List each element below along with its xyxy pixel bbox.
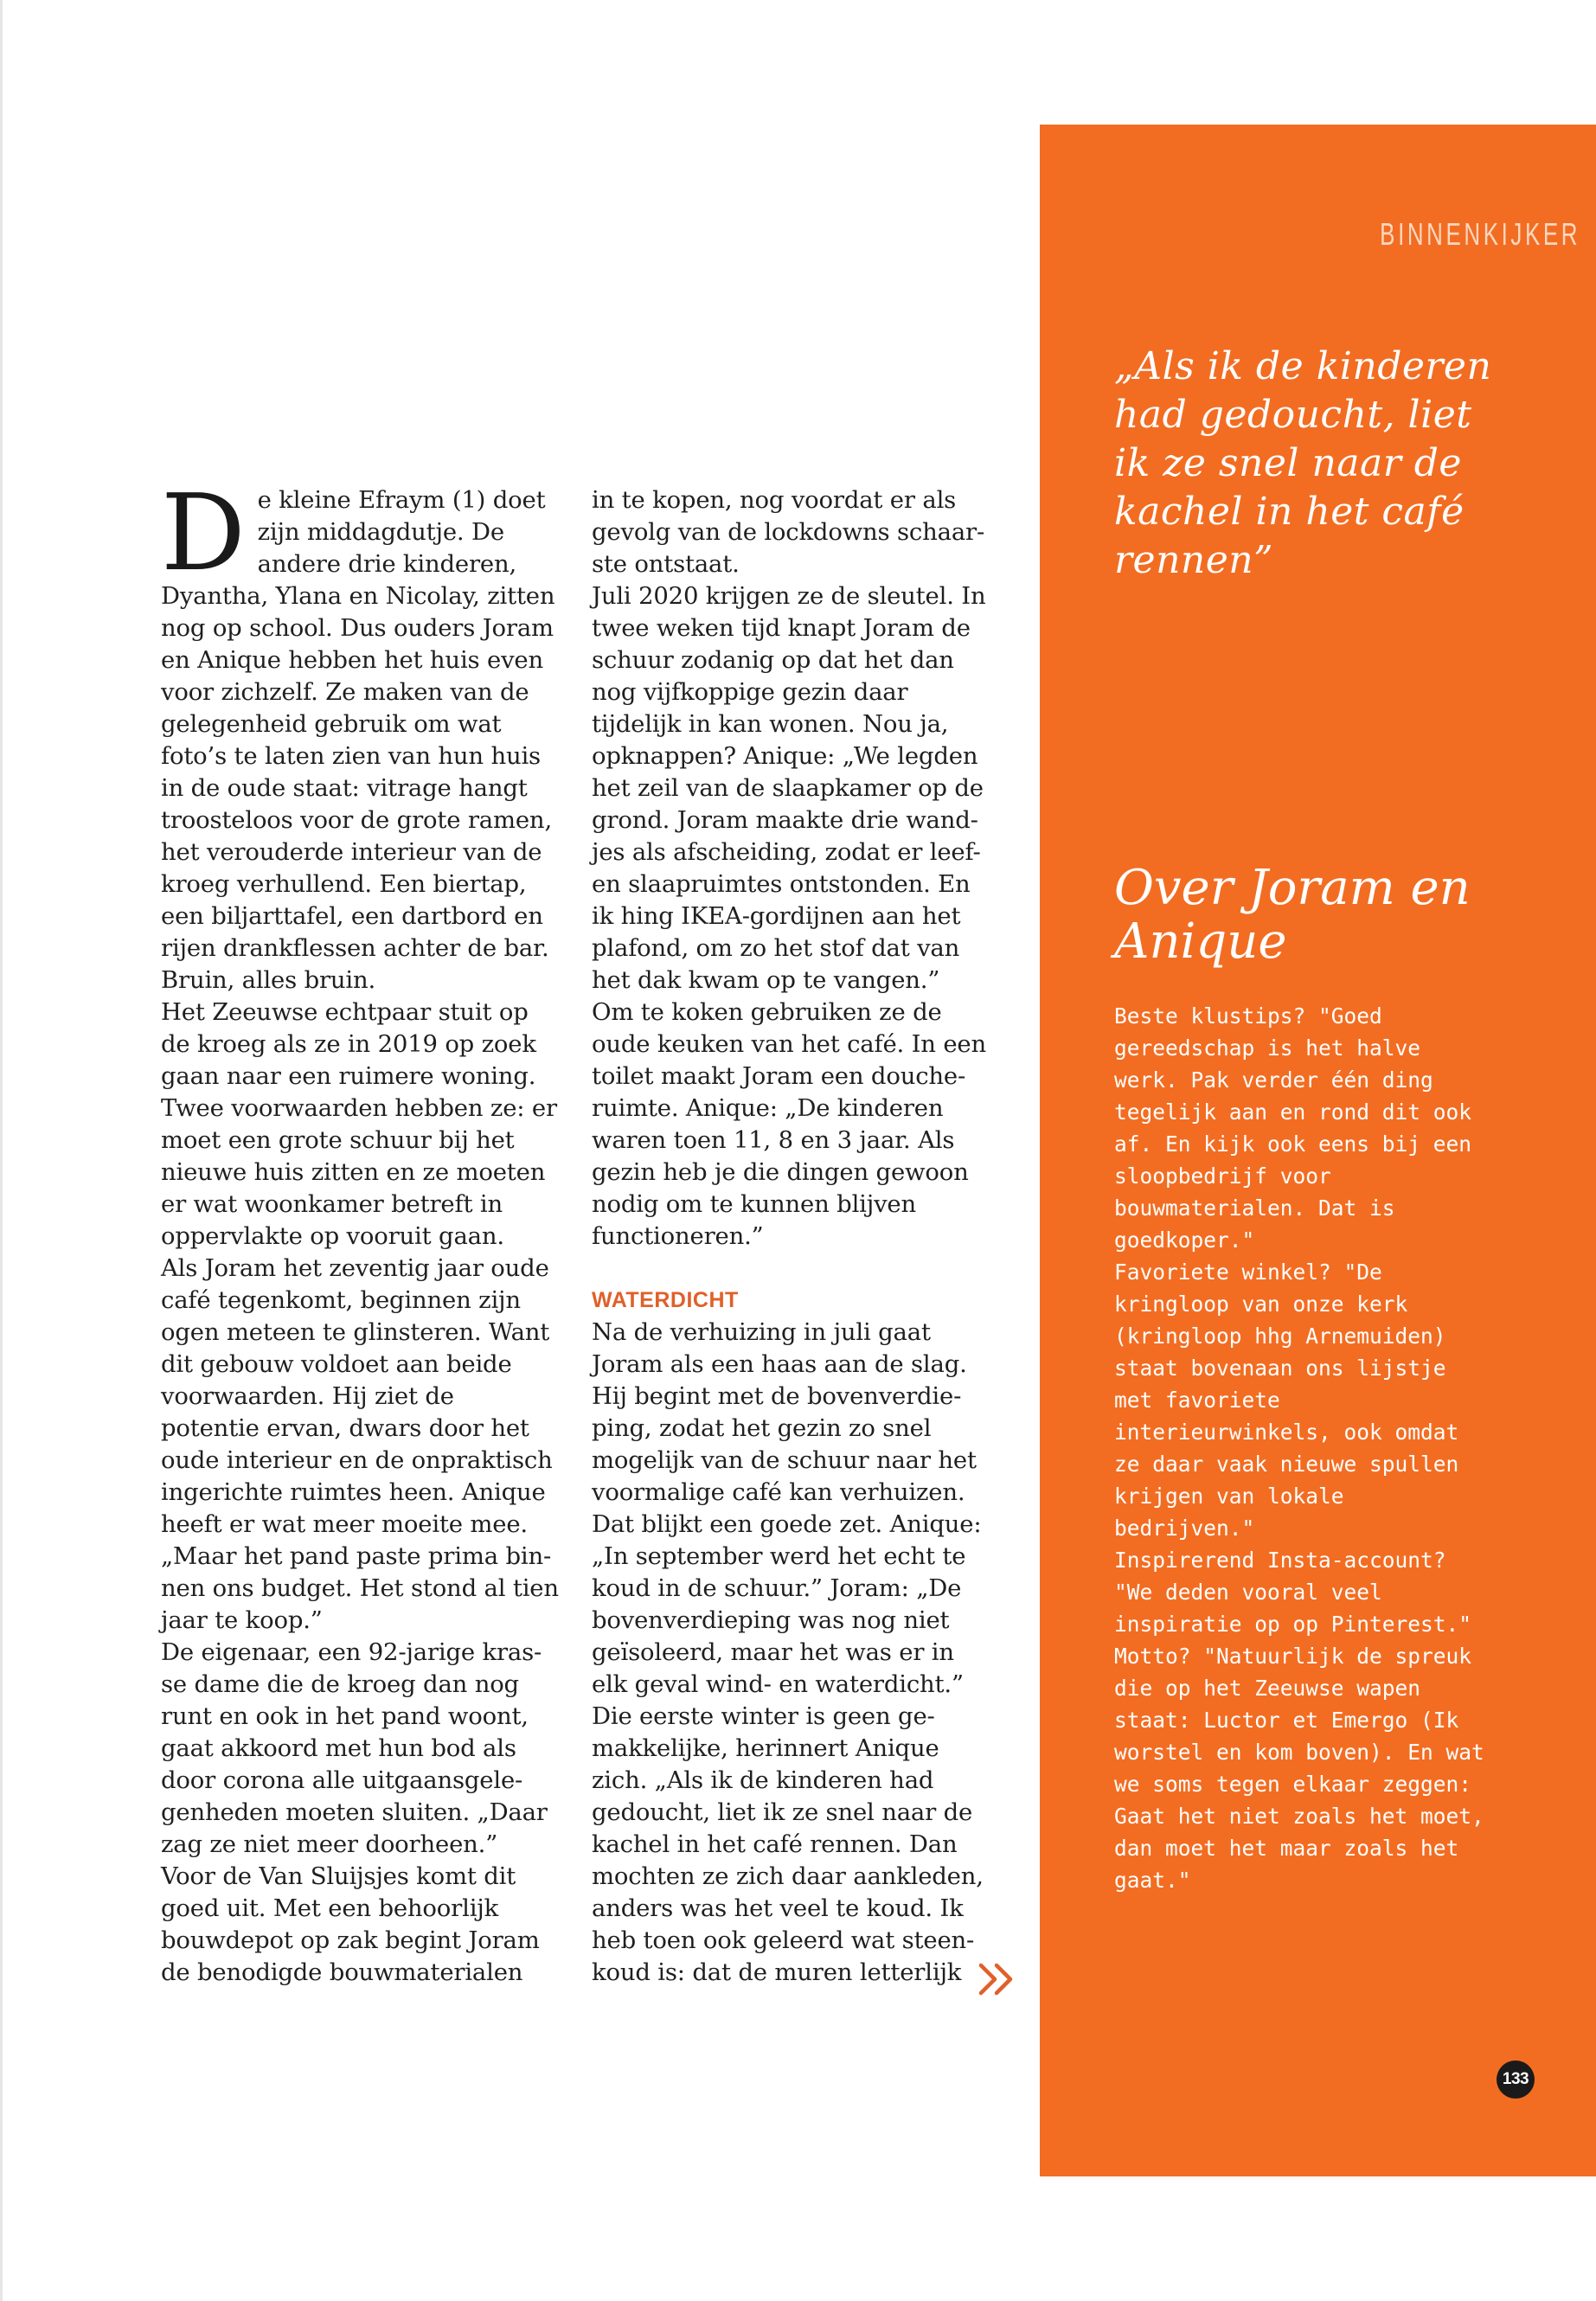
info-box-text	[1114, 1000, 1486, 1896]
drop-cap: D	[161, 471, 246, 594]
page-edge	[0, 0, 3, 2301]
article-paragraph: Het Zeeuwse echtpaar stuit op de kroeg als ze in 2019 op zoek gaan naar een ruimere woning. Twee voorwaarden hebben ze: er moet een grote schuur bij het nieuwe huis zitten en ze moeten er wat woonkamer betreft in oppervlakte op vooruit gaan.	[161, 998, 557, 1250]
article-column-right	[592, 484, 990, 1989]
article-paragraph: Na de verhuizing in juli gaat Joram als een haas aan de slag. Hij begint met de bovenverdieping, zodat het gezin zo snel mogelijk van de schuur naar het voormalige café kan verhuizen. Dat blijkt een goede zet. Anique: „In september werd het echt te koud in de schuur.” Joram: „De bovenverdieping was nog niet geïsoleerd, maar het was er in elk geval wind- en waterdicht.”	[592, 1318, 982, 1698]
article-paragraph: Die eerste winter is geen gemakkelijke, herinnert Anique zich. „Als ik de kinderen had gedoucht, liet ik ze snel naar de kachel in het café rennen. Dan mochten ze zich daar aankleden, anders was het veel te koud. Ik heb toen ook geleerd wat steenkoud is: dat de muren letterlijk	[592, 1702, 984, 1986]
article-paragraph: Als Joram het zeventig jaar oude café tegenkomt, beginnen zijn ogen meteen te glinsteren. Want dit gebouw voldoet aan beide voorwaarden. Hij ziet de potentie ervan, dwars door het oude interieur en de onpraktisch ingerichte ruimtes heen. Anique heeft er wat meer moeite mee. „Maar het pand paste prima binnen ons budget. Het stond al tien jaar te koop.”	[161, 1254, 559, 1634]
info-box-paragraph: Beste klustips? "Goed gereedschap is het halve werk. Pak verder één ding tegelijk aan en rond dit ook af. En kijk ook eens bij een sloopbedrijf voor bouwmaterialen. Dat is goedkoper."	[1114, 1003, 1472, 1253]
info-box-paragraph: Favoriete winkel? "De kringloop van onze kerk (kringloop hhg Arnemuiden) staat bovenaan ons lijstje met favoriete interieurwinkels, ook omdat ze daar vaak nieuwe spullen krijgen van lokale bedrijven."	[1114, 1259, 1459, 1541]
info-box-paragraph: Inspirerend Insta-account? "We deden vooral veel inspiratie op op Pinterest."	[1114, 1548, 1472, 1637]
info-box-title: Over Joram en Anique	[1114, 860, 1471, 970]
continue-arrow-icon	[977, 1962, 1017, 1997]
article-column-left	[161, 471, 559, 1989]
orange-sidebar	[1040, 125, 1596, 2176]
article-paragraph: De eigenaar, een 92-jarige krasse dame die de kroeg dan nog runt en ook in het pand woont, gaat akkoord met hun bod als door corona alle uitgaansgelegenheden moeten sluiten. „Daar zag ze niet meer doorheen.” Voor de Van Sluijsjes komt dit goed uit. Met een behoorlijk bouwdepot op zak begint Joram de benodigde bouwmaterialen	[161, 1638, 548, 1986]
pull-quote: „Als ik de kinderen had gedoucht, liet ik ze snel naar de kachel in het café rennen”	[1114, 344, 1492, 582]
article-paragraph: e kleine Efraym (1) doet zijn middagdutje. De andere drie kinderen, Dyantha, Ylana en Nicolay, zitten nog op school. Dus ouders Joram en Anique hebben het huis even voor zichzelf. Ze maken van de gelegenheid gebruik om wat foto’s te laten zien van hun huis in de oude staat: vitrage hangt troosteloos voor de grote ramen, het verouderde interieur van de kroeg verhullend. Een biertap, een biljarttafel, een dartbord en rijen drankflessen achter de bar. Bruin, alles bruin.	[161, 486, 555, 994]
article-paragraph: Om te koken gebruiken ze de oude keuken van het café. In een toilet maakt Joram een doucheruimte. Anique: „De kinderen waren toen 11, 8 en 3 jaar. Als gezin heb je die dingen gewoon nodig om te kunnen blijven functioneren.”	[592, 998, 986, 1250]
article-paragraph: Juli 2020 krijgen ze de sleutel. In twee weken tijd knapt Joram de schuur zodanig op dat het dan nog vijfkoppige gezin daar tijdelijk in kan wonen. Nou ja, opknappen? Anique: „We legden het zeil van de slaapkamer op de grond. Joram maakte drie wandjes als afscheiding, zodat er leef- en slaapruimtes ontstonden. En ik hing IKEA-gordijnen aan het plafond, om zo het stof dat van het dak kwam op te vangen.”	[592, 582, 986, 994]
article-paragraph: in te kopen, nog voordat er als gevolg van de lockdowns schaarste ontstaat.	[592, 486, 985, 578]
info-box-paragraph: Motto? "Natuurlijk de spreuk die op het Zeeuwse wapen staat: Luctor et Emergo (Ik worstel en kom boven). En wat we soms tegen elkaar zeggen: Gaat het niet zoals het moet, dan moet het maar zoals het gaat."	[1114, 1644, 1484, 1893]
section-subheading: WATERDICHT	[592, 1288, 739, 1312]
page-number: 133	[1497, 2061, 1535, 2099]
section-tag: BINNENKIJKER	[1380, 216, 1580, 252]
